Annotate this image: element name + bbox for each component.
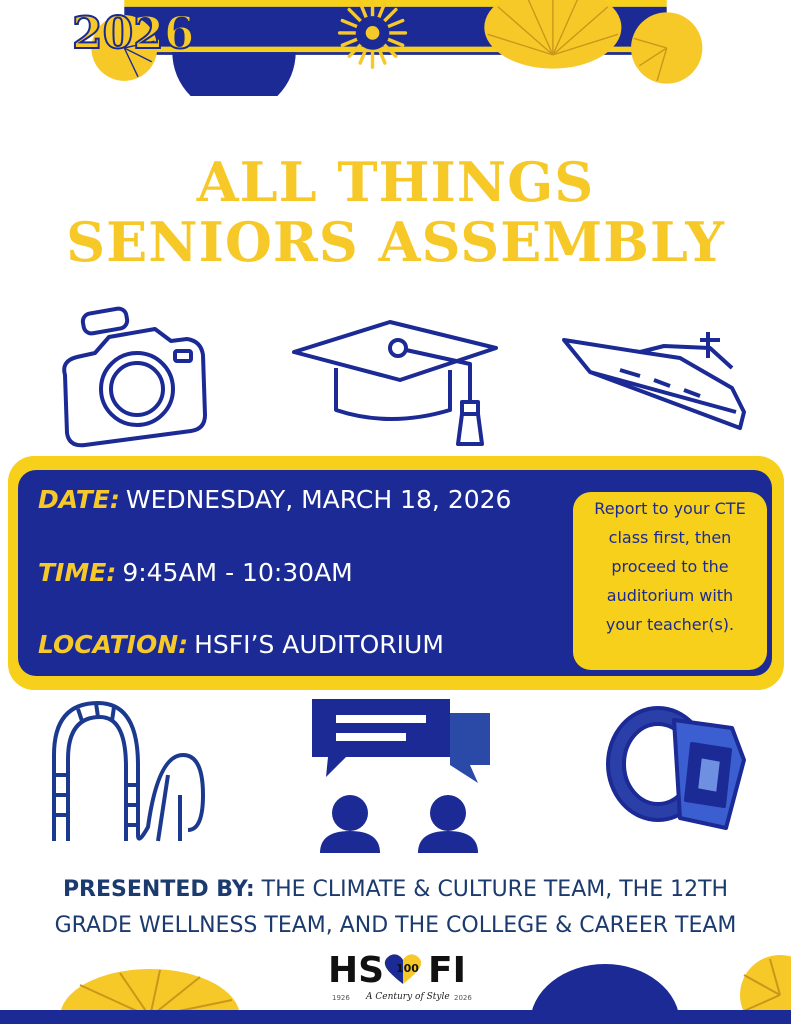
firework-burst xyxy=(340,0,406,67)
location-line xyxy=(38,630,444,659)
logo-text-right: FI xyxy=(428,950,466,991)
note-line: auditorium with xyxy=(606,586,734,605)
presented-line-1 xyxy=(0,872,791,908)
note-line: Report to your CTE xyxy=(594,499,746,518)
logo-badge: 100 xyxy=(396,962,419,975)
time-value: 9:45AM - 10:30AM xyxy=(122,558,353,587)
logo-year-right: 2026 xyxy=(454,994,472,1002)
logo-year-left: 1926 xyxy=(332,994,350,1002)
graduation-cap-icon xyxy=(290,318,500,453)
right-pompom xyxy=(484,0,621,69)
date-label: DATE: xyxy=(38,485,120,514)
instruction-note xyxy=(573,492,767,670)
title-line-2: SENIORS ASSEMBLY xyxy=(66,210,725,274)
corner-pompom xyxy=(631,12,702,83)
time-label: TIME: xyxy=(38,558,117,587)
time-line xyxy=(38,558,353,587)
camera-icon xyxy=(55,305,210,453)
logo-text-left: HS xyxy=(328,950,385,991)
title-line-1: ALL THINGS xyxy=(196,150,595,214)
presented-by xyxy=(0,872,791,944)
discussion-icon xyxy=(310,695,495,855)
year-label: 2026 xyxy=(72,8,195,59)
presented-teams-1: THE CLIMATE & CULTURE TEAM, THE 12TH xyxy=(261,877,729,902)
presented-line-2: GRADE WELLNESS TEAM, AND THE COLLEGE & CAREER TEAM xyxy=(54,913,737,938)
location-label: LOCATION: xyxy=(38,630,189,659)
class-ring-icon xyxy=(604,700,749,840)
yacht-icon xyxy=(560,328,750,433)
note-line: your teacher(s). xyxy=(605,615,735,634)
note-line: proceed to the xyxy=(611,557,729,576)
bottom-bar xyxy=(0,1010,791,1024)
logo-tagline: A Century of Style xyxy=(366,992,450,1002)
hsfi-logo xyxy=(328,950,478,1010)
location-value: HSFI’S AUDITORIUM xyxy=(194,630,444,659)
roller-coaster-icon xyxy=(48,695,208,845)
date-line xyxy=(38,485,511,514)
presented-label: PRESENTED BY: xyxy=(62,877,255,902)
note-line: class first, then xyxy=(608,528,732,547)
date-value: WEDNESDAY, MARCH 18, 2026 xyxy=(125,485,512,514)
